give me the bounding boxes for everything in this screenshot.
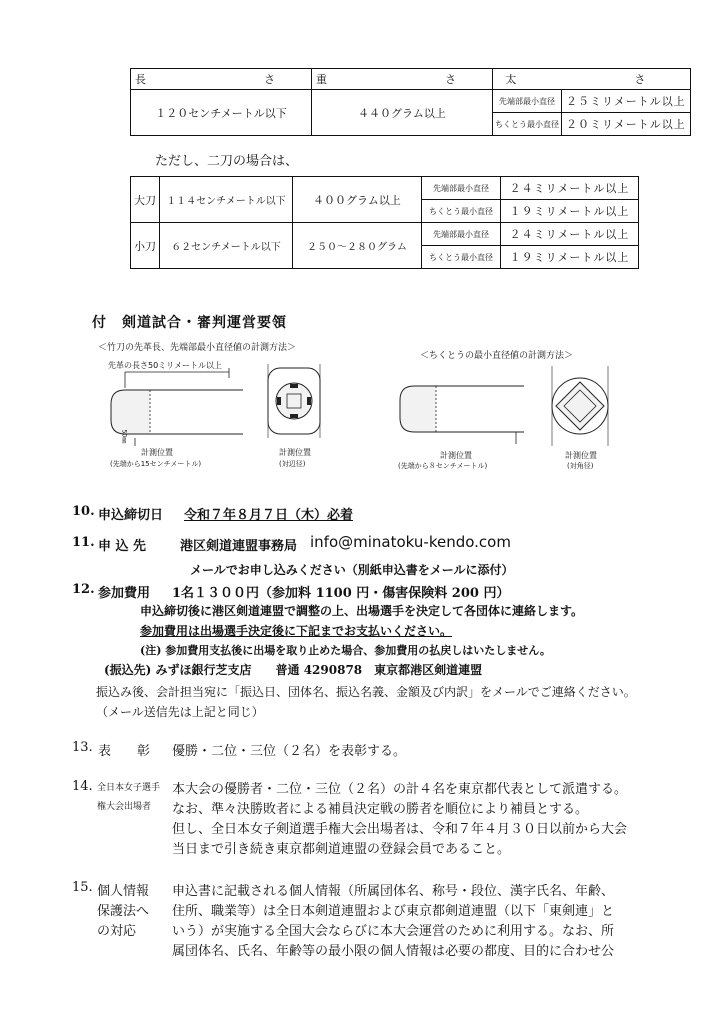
shoto-chikuto-value: １９ミリメートル以上 — [501, 246, 639, 269]
item13-value: 優勝・二位・三位（２名）を表彰する。 — [172, 744, 407, 759]
item12-bank: (振込先) みずほ銀行芝支店 普通 4290878 東京都港区剣道連盟 — [104, 663, 483, 677]
item11-note: メールでお申し込みください（別紙申込書をメールに添付） — [190, 563, 514, 577]
chikuto-tip-diagram — [396, 376, 526, 446]
item12-label: 参加費用 — [98, 586, 151, 601]
item15-label2: 保護法へ — [97, 904, 150, 919]
figure-right-pos2-sub: (対角径) — [567, 462, 594, 470]
item12-line5: （メール送信先は上記と同じ） — [96, 705, 264, 719]
chikuto-diameter-value: ２０ミリメートル以上 — [562, 113, 691, 136]
figure-left-pos1-sub: (先端から15センチメートル) — [110, 460, 202, 468]
item13-label: 表 彰 — [98, 744, 151, 759]
figure-left-pos1: 計測位置 — [141, 448, 173, 457]
length-value: １２０センチメートル以下 — [131, 90, 312, 136]
shoto-chikuto-label: ちくとう最小直径 — [422, 246, 501, 269]
item15-label1: 個人情報 — [97, 884, 150, 899]
daito-chikuto-label: ちくとう最小直径 — [422, 200, 501, 223]
item15-line2: 住所、職業等）は全日本剣道連盟および東京都剣道連盟（以下「東剣連」と — [172, 904, 615, 919]
appendix-title: 付 剣道試合・審判運営要領 — [92, 315, 287, 331]
item15-line3: いう）が実施する全国大会ならびに本大会運営のために利用する。なお、所 — [172, 924, 615, 939]
item15-line4: 属団体名、氏名、年齢等の最小限の個人情報は必要の都度、目的に合わせ公 — [172, 944, 615, 959]
daito-chikuto-value: １９ミリメートル以上 — [501, 200, 639, 223]
chikuto-crosssection-diagram — [546, 366, 614, 446]
daito-tip-value: ２４ミリメートル以上 — [501, 177, 639, 200]
item12-line1: 申込締切後に港区剣道連盟で調整の上、出場選手を決定して各団体に連絡します。 — [140, 604, 584, 618]
item11-office: 港区剣道連盟事務局 — [180, 539, 298, 554]
figure-left-pos2-sub: (対辺径) — [279, 460, 306, 468]
item14-line4: 当日まで引き続き東京都剣道連盟の登録会員であること。 — [172, 842, 511, 857]
shoto-length: ６２センチメートル以下 — [160, 223, 293, 269]
item15-line1: 申込書に記載される個人情報（所属団体名、称号・段位、漢字氏名、年齢、 — [172, 884, 615, 899]
daito-tip-label: 先端部最小直径 — [422, 177, 501, 200]
shinai-spec-table — [130, 68, 691, 136]
item12-line4: 振込み後、会計担当宛に「振込日、団体名、振込名義、金額及び内訳」をメールでご連絡ください。 — [96, 685, 636, 699]
item14-line3: 但し、全日本女子剣道選手権大会出場者は、令和７年４月３０日以前から大会 — [172, 822, 628, 837]
item12-fee: 1名１３００円（参加料 1100 円・傷害保険料 200 円） — [172, 586, 510, 601]
item15-number: 15. — [72, 880, 93, 895]
figure-left-caption: ＜竹刀の先革長、先端部最小直径値の計測方法＞ — [98, 343, 297, 353]
figure-left-mark: 50㎜ — [120, 429, 128, 444]
figure-right-pos2: 計測位置 — [565, 451, 597, 460]
item14-label1: 全日本女子選手 — [97, 783, 161, 793]
weight-value: ４４０グラム以上 — [312, 90, 493, 136]
header-length: 長 さ — [131, 69, 312, 90]
daito-label: 大刀 — [131, 177, 160, 223]
item11-label: 申 込 先 — [98, 539, 147, 554]
shoto-tip-value: ２４ミリメートル以上 — [501, 223, 639, 246]
figure-left-pos2: 計測位置 — [279, 448, 311, 457]
item12-line2: 参加費用は出場選手決定後に下記までお支払いください。 — [140, 624, 453, 638]
shoto-tip-label: 先端部最小直径 — [422, 223, 501, 246]
nito-spec-table — [130, 176, 639, 269]
item10-label: 申込締切日 — [98, 508, 164, 523]
item12-number: 12. — [72, 582, 95, 597]
item11-email[interactable]: info@minatoku-kendo.com — [310, 533, 511, 551]
item14-line2: なお、準々決勝敗者による補員決定戦の勝者を順位により補員とする。 — [172, 802, 589, 817]
figure-right-pos1: 計測位置 — [440, 451, 472, 460]
shinai-crosssection-diagram — [264, 364, 324, 438]
nito-note: ただし、二刀の場合は、 — [155, 154, 299, 169]
figure-right-caption: ＜ちくとうの最小直径値の計測方法＞ — [420, 351, 574, 361]
header-weight: 重 さ — [312, 69, 493, 90]
shoto-weight: ２５０～２８０グラム — [293, 223, 422, 269]
shoto-label: 小刀 — [131, 223, 160, 269]
daito-length: １１４センチメートル以下 — [160, 177, 293, 223]
item11-number: 11. — [72, 535, 95, 550]
item10-number: 10. — [72, 504, 95, 519]
tip-diameter-value: ２５ミリメートル以上 — [562, 90, 691, 113]
item14-label2: 権大会出場者 — [97, 802, 152, 812]
item13-number: 13. — [72, 740, 93, 755]
item14-line1: 本大会の優勝者・二位・三位（２名）の計４名を東京都代表として派遣する。 — [172, 782, 628, 797]
chikuto-diameter-label: ちくとう最小直径 — [493, 113, 562, 136]
item10-deadline: 令和７年８月７日（木）必着 — [184, 508, 354, 523]
item14-number: 14. — [72, 779, 93, 794]
figure-left-note: 先革の長さ50ミリメートル以上 — [108, 361, 223, 370]
item12-line3: (注) 参加費用支払後に出場を取り止めた場合、参加費用の払戻しはいたしません。 — [140, 644, 551, 657]
daito-weight: ４００グラム以上 — [293, 177, 422, 223]
tip-diameter-label: 先端部最小直径 — [493, 90, 562, 113]
header-thickness: 太 さ — [493, 69, 691, 90]
item15-label3: の対応 — [97, 924, 137, 939]
figure-right-pos1-sub: (先端から８センチメートル) — [398, 462, 488, 470]
